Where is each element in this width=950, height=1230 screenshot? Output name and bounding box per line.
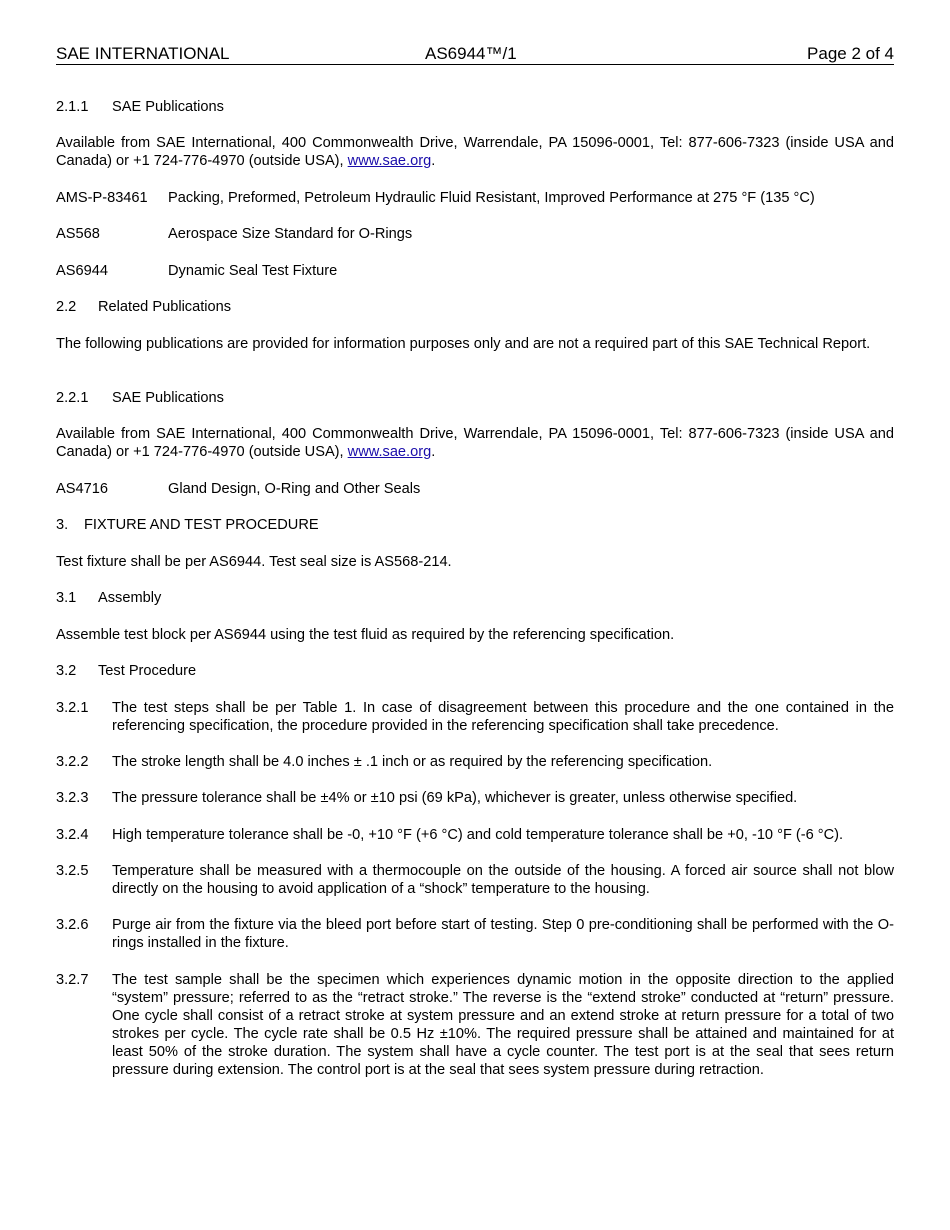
- reference-code: AS6944: [56, 263, 108, 279]
- availability-end: .: [431, 444, 436, 460]
- section-2-2-1-heading: [56, 389, 894, 407]
- reference-title: Dynamic Seal Test Fixture: [168, 263, 338, 279]
- procedure-item-3-2-4: [56, 826, 894, 844]
- reference-title: Aerospace Size Standard for O-Rings: [168, 226, 413, 242]
- procedure-item-3-2-7: [56, 971, 894, 1079]
- section-number: 2.1.1: [56, 99, 89, 115]
- availability-end: .: [431, 153, 436, 169]
- reference-ams-p-83461: [56, 189, 894, 207]
- header-doc-number: AS6944™/1: [425, 44, 517, 63]
- availability-paragraph-1: [56, 134, 894, 170]
- section-title: Related Publications: [98, 299, 232, 315]
- section-title: SAE Publications: [112, 390, 224, 406]
- reference-code: AS568: [56, 226, 100, 242]
- reference-code: AMS-P-83461: [56, 190, 148, 206]
- item-text: High temperature tolerance shall be -0, +10 °F (+6 °C) and cold temperature tolerance shall be +0, -10 °F (-6 °C).: [112, 827, 844, 843]
- section-number: 2.2: [56, 299, 77, 315]
- reference-as6944: [56, 262, 894, 280]
- section-number: 2.2.1: [56, 390, 89, 406]
- reference-title: Packing, Preformed, Petroleum Hydraulic Fluid Resistant, Improved Performance at 275 °F (135 °C): [168, 190, 815, 206]
- item-text: The test steps shall be per Table 1. In case of disagreement between this procedure and the one contained in the referencing specification, the procedure provided in the referencing specification shall take precedence.: [112, 700, 894, 734]
- section-3-2-heading: [56, 662, 894, 680]
- availability-paragraph-2: [56, 425, 894, 461]
- related-publications-paragraph: The following publications are provided for information purposes only and are not a required part of this SAE Technical Report.: [56, 336, 871, 352]
- section-3-heading: [56, 516, 894, 534]
- sae-website-link[interactable]: www.sae.org: [347, 153, 432, 169]
- item-text: Temperature shall be measured with a thermocouple on the outside of the housing. A forced air source shall not blow directly on the housing to avoid application of a “shock” temperature to the housing.: [112, 863, 894, 897]
- header-page-number: Page 2 of 4: [807, 44, 894, 63]
- availability-text: Available from SAE International, 400 Commonwealth Drive, Warrendale, PA 15096-0001, Tel: 877-606-7323 (inside USA and Canada) or +1 724-776-4970 (outside USA),: [56, 135, 894, 169]
- procedure-item-3-2-3: [56, 789, 894, 807]
- procedure-item-3-2-1: [56, 699, 894, 735]
- item-number: 3.2.2: [56, 754, 89, 770]
- section-title: Assembly: [98, 590, 162, 606]
- reference-as4716: [56, 480, 894, 498]
- section-number: 3.: [56, 517, 69, 533]
- item-number: 3.2.6: [56, 917, 89, 933]
- section-2-1-1-heading: [56, 98, 894, 116]
- procedure-item-3-2-2: [56, 753, 894, 771]
- sae-website-link[interactable]: www.sae.org: [347, 444, 432, 460]
- procedure-item-3-2-5: [56, 862, 894, 898]
- section-title: SAE Publications: [112, 99, 224, 115]
- section-number: 3.1: [56, 590, 77, 606]
- section-2-2-heading: [56, 298, 894, 316]
- section-title: FIXTURE AND TEST PROCEDURE: [84, 517, 319, 533]
- item-text: The pressure tolerance shall be ±4% or ±10 psi (69 kPa), whichever is greater, unless otherwise specified.: [112, 790, 798, 806]
- reference-title: Gland Design, O-Ring and Other Seals: [168, 481, 421, 497]
- item-number: 3.2.7: [56, 972, 89, 988]
- section-3-1-paragraph: Assemble test block per AS6944 using the test fluid as required by the referencing specification.: [56, 627, 675, 643]
- reference-code: AS4716: [56, 481, 108, 497]
- availability-text: Available from SAE International, 400 Commonwealth Drive, Warrendale, PA 15096-0001, Tel: 877-606-7323 (inside USA and Canada) or +1 724-776-4970 (outside USA),: [56, 426, 894, 460]
- page-header: [56, 44, 894, 65]
- section-3-1-heading: [56, 589, 894, 607]
- reference-as568: [56, 225, 894, 243]
- item-text: The stroke length shall be 4.0 inches ± .1 inch or as required by the referencing specification.: [112, 754, 713, 770]
- item-text: Purge air from the fixture via the bleed port before start of testing. Step 0 pre-conditioning shall be performed with the O-rings installed in the fixture.: [112, 917, 894, 951]
- item-text: The test sample shall be the specimen which experiences dynamic motion in the opposite direction to the applied “system” pressure; referred to as the “retract stroke.” The reverse is the “extend stroke” conducted at “return” pressure. One cycle shall consist of a retract stroke at system pressure and an extend stroke at return pressure for a total of two strokes per cycle. The cycle rate shall be 0.5 Hz ±10%. The required pressure shall be attained and maintained for at least 50% of the stroke duration. The system shall have a cycle counter. The test port is at the seal that sees return pressure during extension. The control port is at the seal that sees system pressure during retraction.: [112, 972, 894, 1078]
- procedure-item-3-2-6: [56, 916, 894, 952]
- item-number: 3.2.5: [56, 863, 89, 879]
- header-org: SAE INTERNATIONAL: [56, 44, 230, 63]
- item-number: 3.2.4: [56, 827, 89, 843]
- section-number: 3.2: [56, 663, 77, 679]
- item-number: 3.2.3: [56, 790, 89, 806]
- item-number: 3.2.1: [56, 700, 89, 716]
- section-3-paragraph: Test fixture shall be per AS6944. Test seal size is AS568-214.: [56, 554, 452, 570]
- section-title: Test Procedure: [98, 663, 197, 679]
